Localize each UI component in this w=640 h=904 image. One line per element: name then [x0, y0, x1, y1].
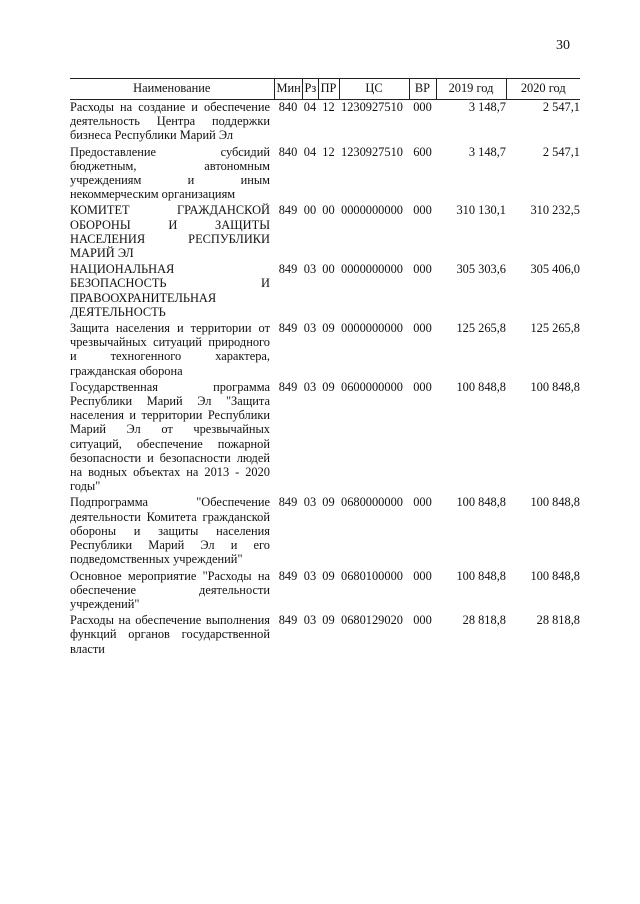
row-name: НАЦИОНАЛЬНАЯ БЕЗОПАСНОСТЬ И ПРАВООХРАНИТЕЛЬНАЯ ДЕЯТЕЛЬНОСТЬ [70, 262, 270, 319]
header-min: Мин [274, 79, 302, 100]
row-name: Защита населения и территории от чрезвычайных ситуаций природного и техногенного характера, гражданская оборона [70, 321, 270, 378]
row-pr: 09 [322, 379, 335, 394]
row-cs: 0000000000 [341, 321, 403, 336]
table-row [70, 380, 580, 496]
row-cs: 1230927510 [341, 144, 403, 159]
row-2020: 28 818,8 [536, 613, 580, 628]
row-cs: 0000000000 [341, 262, 403, 277]
page-number: 30 [556, 38, 570, 53]
row-vr: 000 [413, 321, 432, 336]
row-vr: 000 [413, 379, 432, 394]
row-name: Основное мероприятие "Расходы на обеспечение деятельности учреждений" [70, 568, 270, 611]
row-cs: 0680100000 [341, 568, 403, 583]
row-rz: 04 [303, 100, 317, 114]
row-vr: 000 [413, 568, 432, 583]
row-2020: 100 848,8 [530, 379, 580, 394]
header-name: Наименование [70, 79, 274, 100]
row-2020: 100 848,8 [530, 568, 580, 583]
row-name: Государственная программа Республики Марий Эл "Защита населения и территории Республики Марий Эл от чрезвычайных ситуаций, обеспечение пожарной безопасности и безопасности людей на водных объектах на 2013 - 2020 годы" [70, 379, 270, 494]
row-rz: 00 [303, 203, 317, 218]
row-rz: 03 [303, 321, 317, 336]
row-2020: 100 848,8 [530, 495, 580, 510]
row-min: 849 [278, 321, 298, 336]
header-2020: 2020 год [506, 79, 580, 100]
row-vr: 000 [413, 495, 432, 510]
row-min: 849 [278, 379, 298, 394]
row-name: Расходы на создание и обеспечение деятельность Центра поддержки бизнеса Республики Марий Эл [70, 100, 270, 143]
row-2019: 3 148,7 [468, 144, 506, 159]
row-2019: 100 848,8 [456, 495, 506, 510]
row-rz: 03 [303, 495, 317, 510]
table-header-row [70, 79, 580, 100]
table-row [70, 495, 580, 568]
budget-table [70, 78, 580, 658]
row-2019: 100 848,8 [456, 379, 506, 394]
row-pr: 09 [322, 613, 335, 628]
row-name: Расходы на обеспечение выполнения функций органов государственной власти [70, 613, 270, 656]
row-min: 849 [278, 613, 298, 628]
table-row [70, 262, 580, 321]
row-2019: 125 265,8 [456, 321, 506, 336]
row-vr: 000 [413, 203, 432, 218]
header-rz: Рз [302, 79, 318, 100]
row-rz: 03 [303, 613, 317, 628]
row-vr: 000 [413, 100, 432, 114]
header-vr: ВР [409, 79, 436, 100]
row-2020: 2 547,1 [542, 144, 580, 159]
row-min: 840 [278, 144, 298, 159]
row-pr: 00 [322, 203, 335, 218]
row-pr: 00 [322, 262, 335, 277]
row-name: Подпрограмма "Обеспечение деятельности Комитета гражданской обороны и защиты населения Республики Марий Эл и его подведомственных учреждений" [70, 495, 270, 567]
row-vr: 000 [413, 613, 432, 628]
row-min: 849 [278, 203, 298, 218]
row-name: КОМИТЕТ ГРАЖДАНСКОЙ ОБОРОНЫ И ЗАЩИТЫ НАСЕЛЕНИЯ РЕСПУБЛИКИ МАРИЙ ЭЛ [70, 203, 270, 261]
table-row [70, 321, 580, 380]
row-2019: 310 130,1 [456, 203, 506, 218]
row-min: 849 [278, 262, 298, 277]
row-2019: 3 148,7 [468, 100, 506, 114]
row-vr: 000 [413, 262, 432, 277]
row-pr: 09 [322, 568, 335, 583]
table-row [70, 203, 580, 262]
row-pr: 09 [322, 321, 335, 336]
row-2020: 305 406,0 [530, 262, 580, 277]
row-2020: 310 232,5 [530, 203, 580, 218]
row-min: 849 [278, 495, 298, 510]
row-rz: 03 [303, 379, 317, 394]
table-row [70, 569, 580, 614]
header-pr: ПР [318, 79, 339, 100]
row-pr: 12 [322, 144, 335, 159]
table-row [70, 145, 580, 204]
row-pr: 12 [322, 100, 335, 114]
row-rz: 03 [303, 262, 317, 277]
row-2020: 125 265,8 [530, 321, 580, 336]
row-vr: 600 [413, 144, 432, 159]
row-cs: 1230927510 [341, 100, 403, 114]
row-2019: 305 303,6 [456, 262, 506, 277]
row-name: Предоставление субсидий бюджетным, автономным учреждениям и иным некоммерческим организациям [70, 144, 270, 202]
row-pr: 09 [322, 495, 335, 510]
row-rz: 04 [303, 144, 317, 159]
row-2019: 100 848,8 [456, 568, 506, 583]
row-cs: 0600000000 [341, 379, 403, 394]
table-row [70, 100, 580, 145]
header-2019: 2019 год [436, 79, 506, 100]
row-cs: 0680000000 [341, 495, 403, 510]
row-cs: 0000000000 [341, 203, 403, 218]
row-min: 849 [278, 568, 298, 583]
row-2020: 2 547,1 [542, 100, 580, 114]
header-cs: ЦС [339, 79, 409, 100]
row-2019: 28 818,8 [462, 613, 506, 628]
row-min: 840 [278, 100, 298, 114]
table-row [70, 613, 580, 658]
row-cs: 0680129020 [341, 613, 403, 628]
row-rz: 03 [303, 568, 317, 583]
